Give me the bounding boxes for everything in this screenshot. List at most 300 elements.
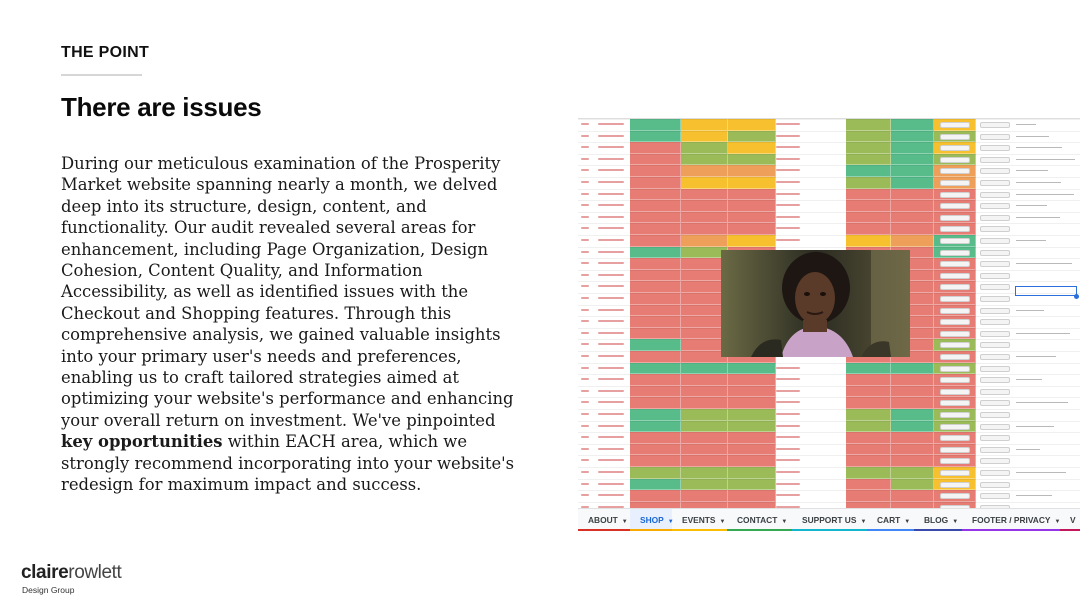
status-chip (940, 192, 970, 198)
cell-marker (598, 367, 624, 369)
score-cell (630, 270, 681, 282)
score-cell (630, 235, 681, 247)
score-cell (891, 189, 934, 201)
cell-marker (581, 204, 589, 206)
score-cell (681, 189, 728, 201)
score-cell (728, 142, 776, 154)
status-chip (940, 226, 970, 232)
score-cell (728, 177, 776, 189)
score-cell (728, 212, 776, 224)
score-cell (891, 374, 934, 386)
cell-marker (598, 193, 624, 195)
status-chip (980, 192, 1010, 198)
score-cell (846, 374, 891, 386)
score-cell (891, 432, 934, 444)
status-chip (940, 157, 970, 163)
photo-image (721, 250, 910, 357)
cell-marker (776, 239, 800, 241)
cell-marker (581, 146, 589, 148)
sheet-tab-label: BLOG (924, 515, 949, 525)
score-cell (891, 235, 934, 247)
score-cell (630, 467, 681, 479)
score-cell (630, 432, 681, 444)
status-chip (940, 482, 970, 488)
status-chip (980, 180, 1010, 186)
status-chip (980, 342, 1010, 348)
status-chip (940, 145, 970, 151)
score-cell (891, 467, 934, 479)
score-cell (846, 421, 891, 433)
score-cell (728, 490, 776, 502)
sheet-tab[interactable] (914, 509, 962, 529)
status-chip (940, 342, 970, 348)
score-cell (630, 444, 681, 456)
status-chip (940, 203, 970, 209)
cell-marker (598, 448, 624, 450)
cell-marker (598, 332, 624, 334)
chevron-down-icon[interactable]: ▼ (952, 519, 959, 525)
note-text (1016, 136, 1049, 137)
status-chip (980, 261, 1010, 267)
row-divider (578, 165, 1080, 166)
status-chip (980, 377, 1010, 383)
score-cell (681, 165, 728, 177)
status-chip (940, 331, 970, 337)
score-cell (891, 490, 934, 502)
sheet-tab[interactable] (630, 509, 672, 529)
status-chip (940, 412, 970, 418)
header-row (578, 108, 1080, 119)
status-chip (980, 435, 1010, 441)
status-chip (940, 424, 970, 430)
score-cell (681, 421, 728, 433)
chevron-down-icon[interactable]: ▼ (1054, 519, 1061, 525)
cell-marker (598, 483, 624, 485)
score-cell (630, 247, 681, 259)
score-cell (891, 397, 934, 409)
status-chip (940, 435, 970, 441)
tab-color-bar (672, 529, 727, 531)
score-cell (728, 235, 776, 247)
sheet-tab-label: CONTACT (737, 515, 778, 525)
score-cell (728, 165, 776, 177)
status-chip (940, 400, 970, 406)
score-cell (630, 154, 681, 166)
cell-marker (598, 401, 624, 403)
score-cell (681, 223, 728, 235)
status-chip (980, 296, 1010, 302)
cell-marker (581, 239, 589, 241)
row-divider (578, 490, 1080, 491)
row-divider (578, 455, 1080, 456)
reaction-photo (721, 250, 910, 357)
cell-marker (581, 401, 589, 403)
score-cell (630, 177, 681, 189)
score-cell (846, 177, 891, 189)
sheet-tab-label: V (1070, 515, 1076, 525)
cell-marker (581, 123, 589, 125)
score-cell (630, 281, 681, 293)
cell-marker (598, 274, 624, 276)
score-cell (891, 212, 934, 224)
status-chip (980, 331, 1010, 337)
score-cell (728, 200, 776, 212)
status-chip (940, 470, 970, 476)
score-cell (630, 200, 681, 212)
status-chip (940, 354, 970, 360)
status-chip (980, 122, 1010, 128)
cell-marker (581, 483, 589, 485)
cell-marker (581, 494, 589, 496)
sheet-tab-label: EVENTS (682, 515, 716, 525)
score-cell (630, 351, 681, 363)
score-cell (728, 479, 776, 491)
status-chip (980, 354, 1010, 360)
status-chip (980, 145, 1010, 151)
row-divider (578, 363, 1080, 364)
body-text-2: within EACH area, which we strongly recommend incorporating into your website's redesign for maximum impact and success. (61, 432, 515, 495)
note-text (1016, 472, 1066, 473)
tab-color-bar (867, 529, 914, 531)
sheet-tab[interactable] (727, 509, 792, 529)
score-cell (846, 131, 891, 143)
score-cell (630, 421, 681, 433)
score-cell (630, 374, 681, 386)
note-text (1016, 495, 1052, 496)
status-chip (980, 168, 1010, 174)
score-cell (630, 293, 681, 305)
score-cell (846, 409, 891, 421)
chevron-down-icon[interactable]: ▼ (719, 519, 726, 525)
sheet-tab[interactable] (867, 509, 914, 529)
cell-marker (598, 309, 624, 311)
row-divider (578, 235, 1080, 236)
sheet-tab-bar (578, 508, 1080, 531)
score-cell (846, 455, 891, 467)
row-divider (578, 177, 1080, 178)
score-cell (630, 328, 681, 340)
sheet-tab-label: FOOTER / PRIVACY (972, 515, 1051, 525)
score-cell (846, 490, 891, 502)
status-chip (940, 447, 970, 453)
note-text (1016, 426, 1054, 427)
cell-marker (581, 262, 589, 264)
score-cell (681, 142, 728, 154)
score-cell (681, 479, 728, 491)
cell-marker (581, 135, 589, 137)
score-cell (630, 131, 681, 143)
cell-marker (598, 343, 624, 345)
company-logo (21, 562, 121, 584)
score-cell (681, 397, 728, 409)
cell-marker (776, 401, 800, 403)
sheet-tab-label: ABOUT (588, 515, 618, 525)
cell-marker (776, 158, 800, 160)
row-divider (578, 397, 1080, 398)
score-cell (728, 223, 776, 235)
score-cell (728, 189, 776, 201)
score-cell (728, 432, 776, 444)
cell-marker (776, 367, 800, 369)
cell-marker (581, 216, 589, 218)
row-divider (578, 189, 1080, 190)
score-cell (891, 165, 934, 177)
cell-marker (598, 297, 624, 299)
row-divider (578, 479, 1080, 480)
row-divider (578, 502, 1080, 503)
cell-marker (581, 309, 589, 311)
note-text (1016, 263, 1072, 264)
cell-marker (598, 494, 624, 496)
tab-color-bar (962, 529, 1060, 531)
row-divider (578, 119, 1080, 120)
cell-marker (776, 436, 800, 438)
note-text (1016, 205, 1047, 206)
score-cell (728, 386, 776, 398)
score-cell (681, 235, 728, 247)
cell-marker (581, 285, 589, 287)
status-chip (940, 458, 970, 464)
score-cell (846, 142, 891, 154)
cell-marker (581, 193, 589, 195)
sheet-tab[interactable] (672, 509, 727, 529)
status-chip (980, 400, 1010, 406)
status-chip (940, 261, 970, 267)
score-cell (728, 374, 776, 386)
cell-marker (598, 123, 624, 125)
cell-marker (581, 448, 589, 450)
logo-word-1: claire (21, 562, 69, 583)
chevron-down-icon[interactable]: ▼ (621, 519, 628, 525)
cell-marker (598, 390, 624, 392)
score-cell (846, 432, 891, 444)
score-cell (630, 165, 681, 177)
cell-marker (581, 355, 589, 357)
body-emphasis: key opportunities (61, 432, 223, 452)
cell-marker (598, 320, 624, 322)
row-divider (578, 142, 1080, 143)
status-chip (980, 308, 1010, 314)
cell-marker (598, 262, 624, 264)
note-text (1016, 217, 1060, 218)
eyebrow-divider (61, 74, 142, 76)
cell-marker (776, 425, 800, 427)
score-cell (728, 363, 776, 375)
score-cell (846, 235, 891, 247)
score-cell (681, 386, 728, 398)
body-paragraph (61, 153, 531, 496)
sheet-tab[interactable] (962, 509, 1060, 529)
row-divider (578, 223, 1080, 224)
status-chip (980, 157, 1010, 163)
score-cell (891, 444, 934, 456)
status-chip (980, 250, 1010, 256)
cell-marker (581, 378, 589, 380)
cell-marker (598, 169, 624, 171)
sheet-tab[interactable] (792, 509, 867, 529)
cell-marker (581, 425, 589, 427)
score-cell (891, 142, 934, 154)
logo-subtitle: Design Group (22, 585, 75, 595)
cell-marker (581, 471, 589, 473)
note-text (1016, 194, 1074, 195)
score-cell (891, 154, 934, 166)
score-cell (630, 397, 681, 409)
cell-marker (598, 378, 624, 380)
row-divider (578, 200, 1080, 201)
status-chip (940, 377, 970, 383)
cell-marker (776, 448, 800, 450)
cell-marker (598, 146, 624, 148)
status-chip (940, 215, 970, 221)
score-cell (630, 339, 681, 351)
score-cell (846, 386, 891, 398)
cell-marker (598, 285, 624, 287)
cell-marker (776, 135, 800, 137)
status-chip (980, 273, 1010, 279)
score-cell (681, 467, 728, 479)
cell-marker (776, 459, 800, 461)
row-divider (578, 247, 1080, 248)
cell-marker (598, 413, 624, 415)
cell-marker (776, 169, 800, 171)
score-cell (728, 119, 776, 131)
score-cell (630, 455, 681, 467)
cell-marker (581, 181, 589, 183)
tab-color-bar (1060, 529, 1080, 531)
score-cell (728, 444, 776, 456)
chevron-down-icon[interactable]: ▼ (667, 519, 674, 525)
note-text (1016, 170, 1048, 171)
note-text (1016, 159, 1075, 160)
score-cell (630, 223, 681, 235)
note-text (1016, 240, 1046, 241)
score-cell (846, 444, 891, 456)
cell-marker (581, 274, 589, 276)
score-cell (630, 479, 681, 491)
chevron-down-icon[interactable]: ▼ (781, 519, 788, 525)
status-chip (940, 134, 970, 140)
score-cell (681, 409, 728, 421)
score-cell (846, 467, 891, 479)
cell-marker (776, 378, 800, 380)
cell-marker (598, 471, 624, 473)
cell-marker (581, 459, 589, 461)
cell-marker (581, 436, 589, 438)
note-text (1016, 379, 1042, 380)
cell-marker (598, 158, 624, 160)
score-cell (681, 455, 728, 467)
cell-marker (581, 367, 589, 369)
cell-marker (598, 425, 624, 427)
eyebrow-label: THE POINT (61, 44, 150, 61)
cell-marker (598, 436, 624, 438)
status-chip (940, 296, 970, 302)
status-chip (980, 389, 1010, 395)
score-cell (728, 409, 776, 421)
row-divider (578, 467, 1080, 468)
score-cell (681, 177, 728, 189)
note-text (1016, 402, 1068, 403)
score-cell (681, 200, 728, 212)
cell-marker (776, 471, 800, 473)
score-cell (630, 258, 681, 270)
score-cell (846, 165, 891, 177)
cell-marker (581, 343, 589, 345)
score-cell (681, 131, 728, 143)
selected-cell (1015, 286, 1077, 296)
row-divider (578, 409, 1080, 410)
sheet-tab-label: CART (877, 515, 901, 525)
status-chip (980, 134, 1010, 140)
score-cell (630, 142, 681, 154)
score-cell (728, 131, 776, 143)
score-cell (891, 177, 934, 189)
cell-marker (581, 297, 589, 299)
score-cell (728, 467, 776, 479)
sheet-tab[interactable] (1060, 509, 1080, 529)
note-text (1016, 310, 1044, 311)
status-chip (980, 284, 1010, 290)
score-cell (681, 119, 728, 131)
chevron-down-icon[interactable]: ▼ (860, 519, 867, 525)
cell-marker (598, 204, 624, 206)
score-cell (846, 223, 891, 235)
sheet-tab[interactable] (578, 509, 630, 529)
sheet-tab-label: SUPPORT US (802, 515, 857, 525)
cell-marker (598, 355, 624, 357)
row-divider (578, 432, 1080, 433)
score-cell (891, 479, 934, 491)
status-chip (980, 482, 1010, 488)
score-cell (630, 305, 681, 317)
status-chip (980, 458, 1010, 464)
status-chip (940, 122, 970, 128)
sheet-tab-label: SHOP (640, 515, 664, 525)
status-chip (980, 238, 1010, 244)
score-cell (891, 363, 934, 375)
status-chip (980, 366, 1010, 372)
cell-marker (598, 181, 624, 183)
score-cell (681, 432, 728, 444)
tab-color-bar (792, 529, 867, 531)
cell-marker (598, 227, 624, 229)
note-text (1016, 124, 1036, 125)
note-text (1016, 356, 1056, 357)
cell-marker (776, 204, 800, 206)
cell-marker (776, 193, 800, 195)
status-chip (940, 238, 970, 244)
status-chip (980, 412, 1010, 418)
chevron-down-icon[interactable]: ▼ (904, 519, 911, 525)
status-chip (940, 389, 970, 395)
score-cell (891, 223, 934, 235)
status-chip (980, 447, 1010, 453)
cell-marker (598, 459, 624, 461)
cell-marker (776, 494, 800, 496)
cell-marker (581, 320, 589, 322)
status-chip (940, 180, 970, 186)
score-cell (728, 154, 776, 166)
status-chip (980, 215, 1010, 221)
score-cell (681, 444, 728, 456)
score-cell (630, 363, 681, 375)
row-divider (578, 386, 1080, 387)
cell-marker (776, 227, 800, 229)
row-divider (578, 421, 1080, 422)
score-cell (846, 397, 891, 409)
cell-marker (776, 146, 800, 148)
